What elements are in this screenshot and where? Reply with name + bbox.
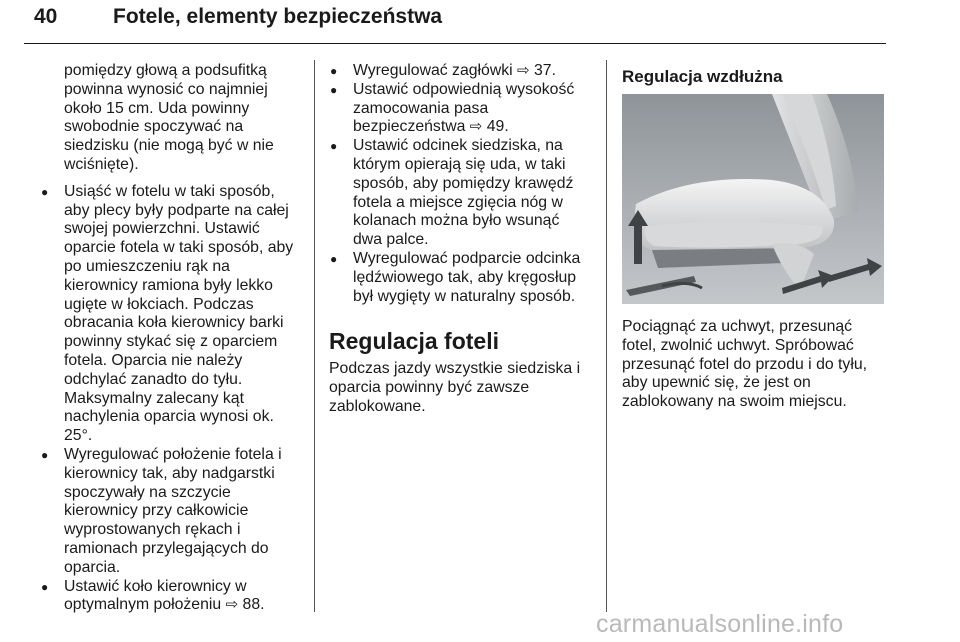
column-middle [329, 62, 601, 417]
column-divider [314, 60, 315, 612]
page-ref-arrow-icon: ⇨ [517, 62, 530, 79]
page-ref-arrow-icon: ⇨ [225, 596, 239, 614]
page-ref-arrow-icon: ⇨ [469, 118, 483, 136]
bullet-item: ● Wyregulować zagłówki ⇨ 37. [329, 62, 601, 81]
column-left [40, 62, 308, 615]
seat-adjustment-illustration [622, 94, 884, 304]
page-reference-link[interactable]: 88. [242, 596, 265, 614]
column-right [622, 66, 890, 412]
bullet-item: ● Wyregulować podparcie odcinka lędźwiowego tak, aby kręgosłup był wygięty w naturalny sposób. [329, 250, 601, 306]
column-divider [606, 60, 607, 612]
bullet-item: ● Usiąść w fotelu w taki sposób, aby plecy były podparte na całej swojej powierzchni. Ustawić oparcie fotela w taki sposób, aby po umieszczeniu rąk na kierownicy ramiona były lekko ugięte w łokciach. Podczas obracania koła kierownicy barki powinny stykać się z oparciem fotela. Oparcia nie należy odchylać zanadto do tyłu. Maksymalny zalecany kąt nachylenia oparcia wynosi ok. 25°. [40, 183, 308, 446]
header-rule [24, 43, 886, 44]
page-number: 40 [34, 5, 58, 28]
section-paragraph: Pociągnąć za uchwyt, przesunąć fotel, zwolnić uchwyt. Spróbować przesunąć fotel do przodu i do tyłu, aby upewnić się, że jest on zablokowany na swoim miejscu. [622, 318, 867, 411]
bullet-item: ● Wyregulować położenie fotela i kierownicy tak, aby nadgarstki spoczywały na szczycie kierownicy przy całkowicie wyprostowanych rękach i ramionach przylegających do oparcia. [40, 446, 308, 578]
section-heading: Regulacja foteli [329, 328, 499, 355]
subsection-heading: Regulacja wzdłużna [622, 67, 783, 86]
page-reference-link[interactable]: 49. [486, 118, 509, 136]
chapter-title: Fotele, elementy bezpieczeństwa [113, 5, 443, 28]
section-paragraph: Podczas jazdy wszystkie siedziska i oparcia powinny być zawsze zablokowane. [329, 360, 581, 415]
watermark: carmanualsonline.info [596, 610, 844, 638]
bullet-item: ● Ustawić koło kierownicy w optymalnym położeniu ⇨ 88. [40, 578, 308, 616]
bullet-item: ● Ustawić odpowiednią wysokość zamocowania pasa bezpieczeństwa ⇨ 49. [329, 81, 601, 137]
bullet-item: ● Ustawić odcinek siedziska, na którym opierają się uda, w taki sposób, aby pomiędzy krawędź fotela a miejsce zgięcia nóg w kolanach można było wsunąć dwa palce. [329, 137, 601, 250]
page-reference-link[interactable]: 37. [534, 62, 556, 79]
continued-paragraph: pomiędzy głową a podsufitką powinna wynosić co najmniej około 15 cm. Uda powinny swobodnie spoczywać na siedzisku (nie mogą być w nie wciśnięte). [64, 62, 274, 173]
